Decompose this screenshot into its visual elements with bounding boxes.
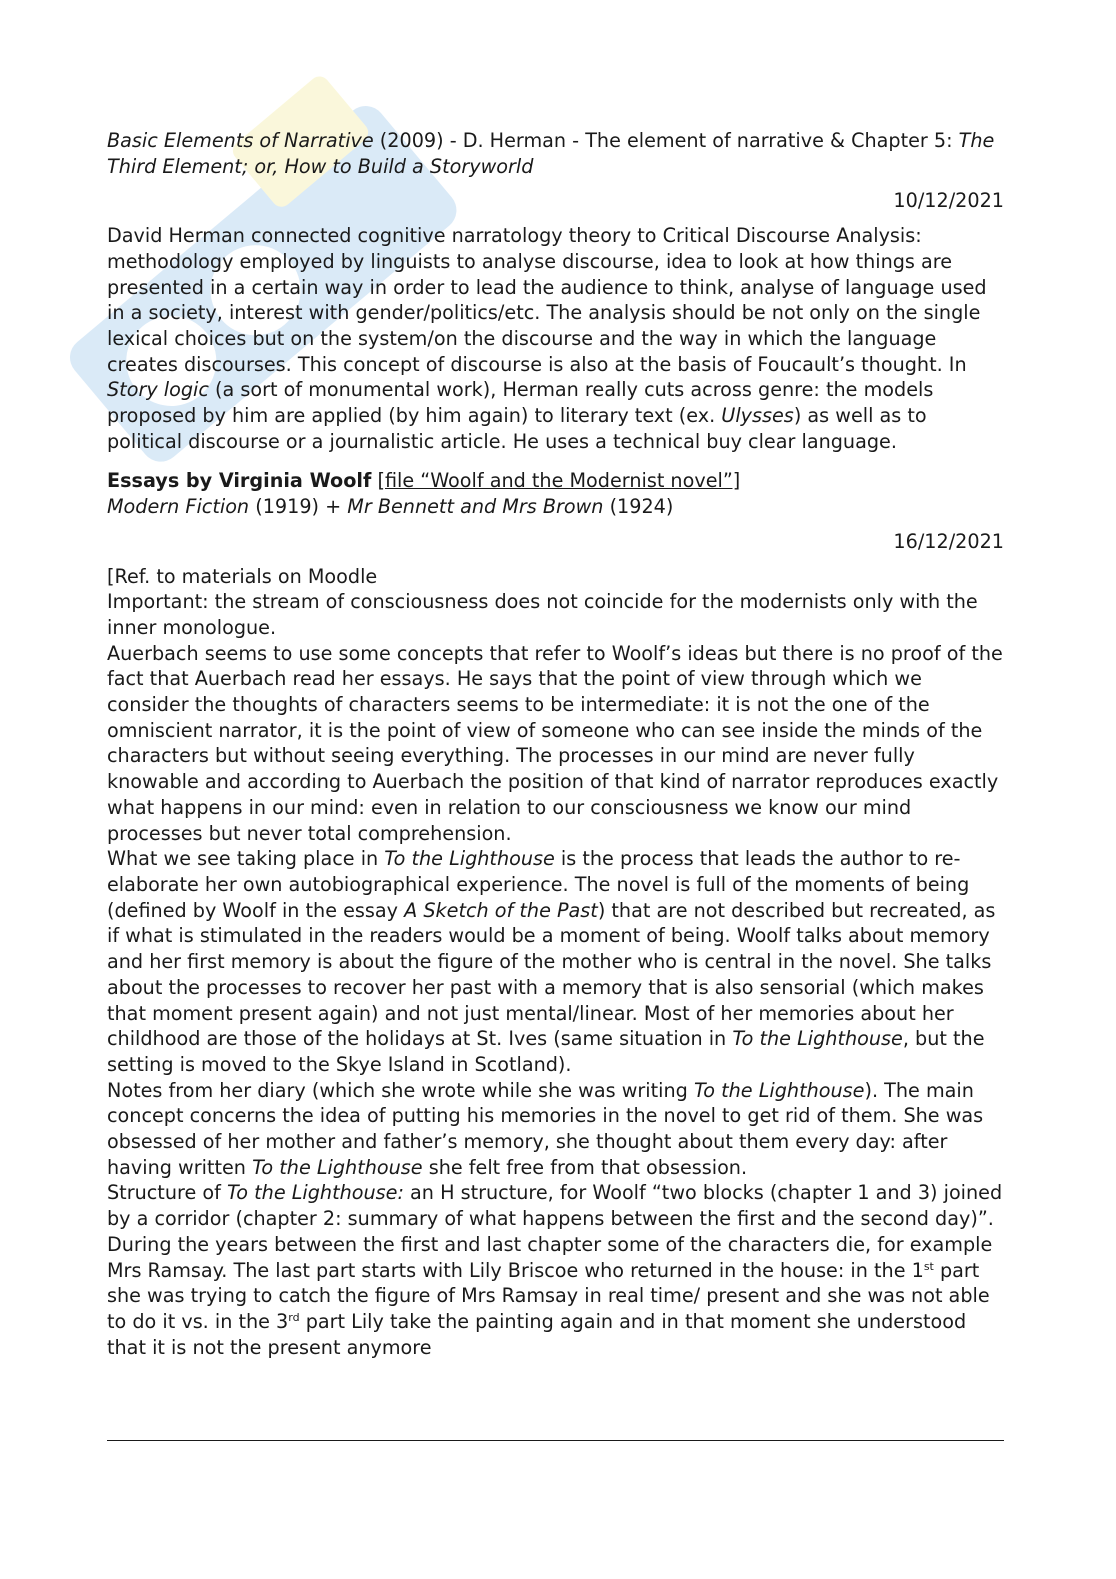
document-page [107, 128, 1004, 1360]
book-title: Basic Elements of Narrative [107, 129, 374, 152]
body-lighthouse: What we see taking place in To the Lighthouse is the process that leads the author to re-elaborate her own autobiographical experience. The novel is full of the moments of being (defined by Woolf in the essay A Sketch of the Past) that are not described but recreated, as if what is stimulated in the readers would be a moment of being. Woolf talks about memory and her first memory is about the figure of the mother who is central in the novel. She talks about the processes to recover her past with a memory that is also sensorial (which makes that moment present again) and not just mental/linear. Most of her memories about her childhood are those of the holidays at St. Ives (same situation in To the Lighthouse, but the setting is moved to the Skye Island in Scotland). [107, 847, 996, 1076]
date-stamp: 10/12/2021 [893, 189, 1004, 213]
essays-list: Modern Fiction (1919) + Mr Bennett and Mrs Brown (1924) [107, 495, 674, 519]
footer-rule [107, 1440, 1004, 1441]
body-important: Important: the stream of consciousness does not coincide for the modernists only with the inner monologue. [107, 590, 978, 639]
file-reference: [file “Woolf and the Modernist novel”] [377, 469, 741, 493]
date-stamp-2: 16/12/2021 [893, 529, 1004, 553]
body-structure: Structure of To the Lighthouse: an H structure, for Woolf “two blocks (chapter 1 and 3) joined by a corridor (chapter 2: summary of what happens between the first and the second day)”. During the years between the first and last chapter some of the characters die, for example Mrs Ramsay. The last part starts with Lily Briscoe who returned in the house: in the 1st part she was trying to catch the figure of Mrs Ramsay in real time/ present and she was not able to do it vs. in the 3rd part Lily take the painting again and in that moment she understood that it is not the present anymore [107, 1181, 1003, 1359]
chapter-title: The Third Element; or, How to Build a Storyworld [107, 129, 995, 178]
essays-title: Essays by Virginia Woolf [107, 469, 372, 493]
body-line-ref: [Ref. to materials on Moodle [107, 564, 378, 588]
body-diary: Notes from her diary (which she wrote while she was writing To the Lighthouse). The main concept concerns the idea of putting his memories in the novel to get rid of them. She was obsessed of her mother and father’s memory, she thought about them every day: after having written To the Lighthouse she felt free from that obsession. [107, 1078, 984, 1179]
source-heading: Basic Elements of Narrative (2009) - D. Herman - The element of narrative & Chapter 5: The Third Element; or, How to Build a Storyworld [107, 129, 995, 178]
essays-heading [107, 468, 1004, 494]
herman-paragraph: David Herman connected cognitive narratology theory to Critical Discourse Analysis: methodology employed by linguists to analyse discourse, idea to look at how things are presented in a certain way in order to lead the audience to think, analyse of language used in a society, interest with gender/politics/etc. The analysis should be not only on the single lexical choices but on the system/on the discourse and the way in which the language creates discourses. This concept of discourse is also at the basis of Foucault’s thought. In Story logic (a sort of monumental work), Herman really cuts across genre: the models proposed by him are applied (by him again) to literary text (ex. Ulysses) as well as to political discourse or a journalistic article. He uses a technical buy clear language. [107, 224, 987, 453]
body-auerbach: Auerbach seems to use some concepts that refer to Woolf’s ideas but there is no proof of the fact that Auerbach read her essays. He says that the point of view through which we consider the thoughts of characters seems to be intermediate: it is not the one of the omniscient narrator, it is the point of view of someone who can see inside the minds of the characters but without seeing everything. The processes in our mind are never fully knowable and according to Auerbach the position of that kind of narrator reproduces exactly what happens in our mind: even in relation to our consciousness we know our mind processes but never total comprehension. [107, 641, 1003, 845]
